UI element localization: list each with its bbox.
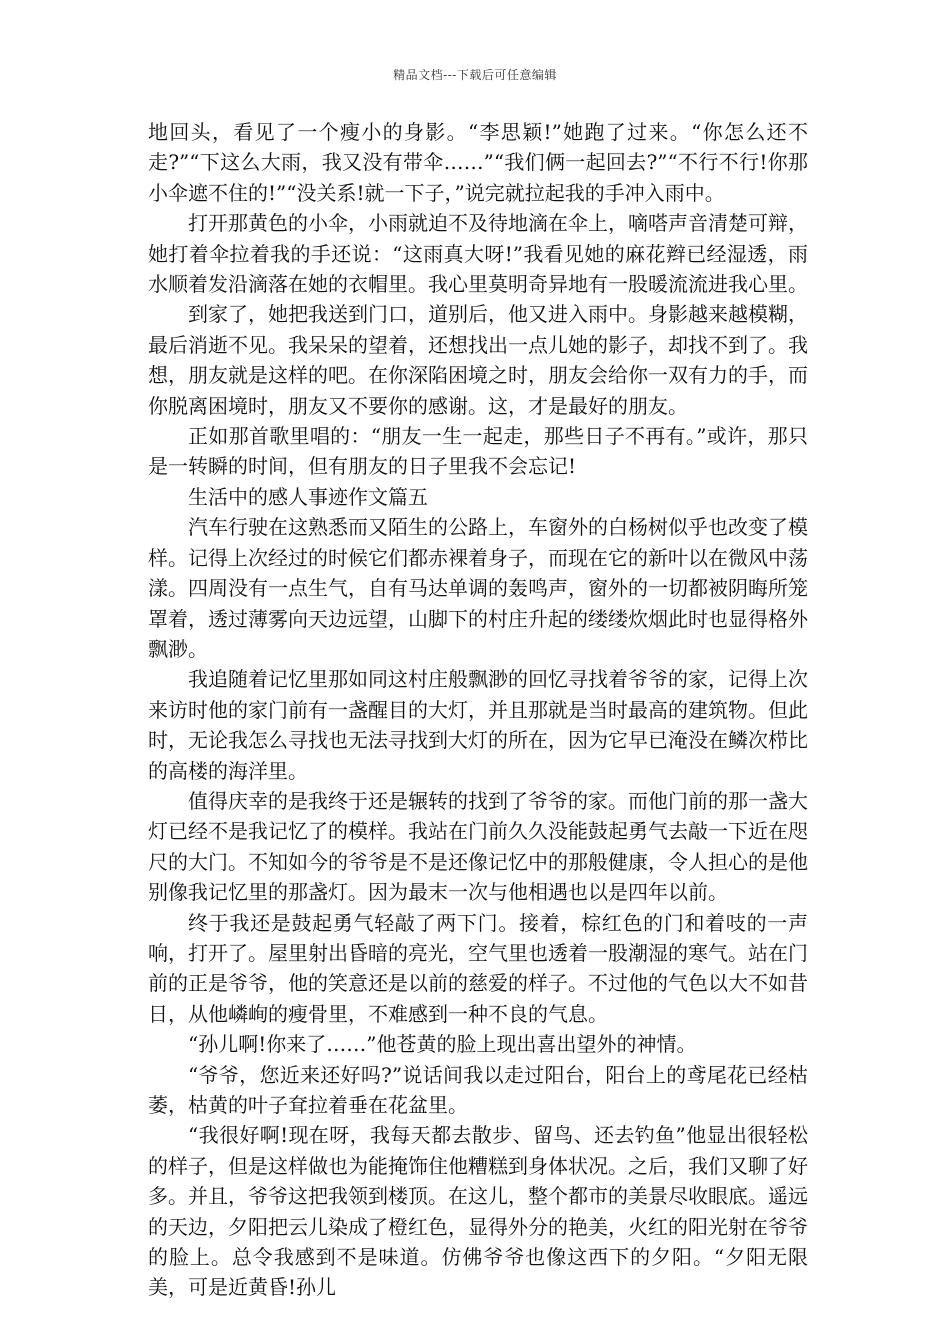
paragraph: 我追随着记忆里那如同这村庄般飘渺的回忆寻找着爷爷的家，记得上次来访时他的家门前有一盏醒目的大灯，并且那就是当时最高的建筑物。但此时，无论我怎么寻找也无法寻找到大灯的所在，因为它早已淹没在鳞次栉比的高楼的海洋里。 — [148, 667, 808, 783]
paragraph: 到家了，她把我送到门口，道别后，他又进入雨中。身影越来越模糊，最后消逝不见。我呆呆的望着，还想找出一点儿她的影子，却找不到了。我想，朋友就是这样的吧。在你深陷困境之时，朋友会给你一双有力的手，而你脱离困境时，朋友又不要你的感谢。这，才是最好的朋友。 — [148, 302, 808, 418]
paragraph: “爷爷，您近来还好吗?”说话间我以走过阳台，阳台上的鸢尾花已经枯萎，枯黄的叶子耷拉着垂在花盆里。 — [148, 1062, 808, 1117]
paragraph: 值得庆幸的是我终于还是辗转的找到了爷爷的家。而他门前的那一盏大灯已经不是我记忆了的模样。我站在门前久久没能鼓起勇气去敲一下近在咫尺的大门。不知如今的爷爷是不是还像记忆中的那般健康，令人担心的是他别像我记忆里的那盏灯。因为最末一次与他相遇也以是四年以前。 — [148, 788, 808, 905]
paragraph: 正如那首歌里唱的：“朋友一生一起走，那些日子不再有。”或许，那只是一转瞬的时间，但有朋友的日子里我不会忘记! — [148, 424, 808, 479]
document-body — [148, 117, 808, 1303]
page-header: 精品文档---下载后可任意编辑 — [393, 68, 557, 82]
paragraph: 打开那黄色的小伞，小雨就迫不及待地滴在伞上，嘀嗒声音清楚可辩，她打着伞拉着我的手还说：“这雨真大呀!”我看见她的麻花辫已经湿透，雨水顺着发沿滴落在她的衣帽里。我心里莫明奇异地有一股暖流流进我心里。 — [148, 211, 808, 297]
paragraph: 地回头，看见了一个瘦小的身影。“李思颖!”她跑了过来。“你怎么还不走?”“下这么大雨，我又没有带伞……”“我们俩一起回去?”“不行不行!你那小伞遮不住的!”“没关系!就一下子，”说完就拉起我的手冲入雨中。 — [148, 120, 808, 205]
paragraph: 汽车行驶在这熟悉而又陌生的公路上，车窗外的白杨树似乎也改变了模样。记得上次经过的时候它们都赤裸着身子，而现在它的新叶以在微风中荡漾。四周没有一点生气，自有马达单调的轰鸣声，窗外的一切都被阴晦所笼罩着，透过薄雾向天边远望，山脚下的村庄升起的缕缕炊烟此时也显得格外飘渺。 — [148, 515, 808, 661]
paragraph: 终于我还是鼓起勇气轻敲了两下门。接着，棕红色的门和着吱的一声响，打开了。屋里射出昏暗的亮光，空气里也透着一股潮湿的寒气。站在门前的正是爷爷，他的笑意还是以前的慈爱的样子。不过他的气色以大不如昔日，从他嶙峋的瘦骨里，不难感到一种不良的气息。 — [148, 910, 808, 1026]
section-heading: 生活中的感人事迹作文篇五 — [188, 484, 428, 509]
paragraph: “孙儿啊!你来了……”他苍黄的脸上现出喜出望外的神情。 — [188, 1032, 697, 1057]
paragraph: “我很好啊!现在呀，我每天都去散步、留鸟、还去钓鱼”他显出很轻松的样子，但是这样做也为能掩饰住他糟糕到身体状况。之后，我们又聊了好多。并且，爷爷这把我领到楼顶。在这儿，整个都市的美景尽收眼底。遥远的天边，夕阳把云儿染成了橙红色，显得外分的艳美，火红的阳光射在爷爷的脸上。总令我感到不是味道。仿佛爷爷也像这西下的夕阳。“夕阳无限美，可是近黄昏!孙儿 — [148, 1123, 808, 1300]
